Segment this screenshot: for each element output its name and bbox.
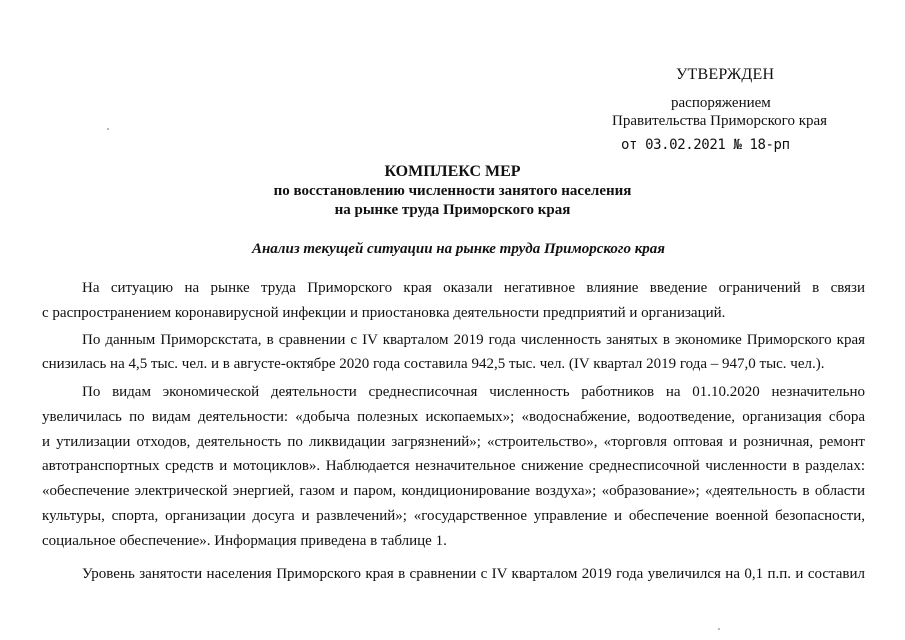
document-subtitle-line2: на рынке труда Приморского края bbox=[334, 202, 571, 218]
document-subtitle-line1: по восстановлению численности занятого населения bbox=[273, 183, 632, 199]
paragraph-line: По видам экономической деятельности среднесписочная численность работников на 01.10.2020 незначительно bbox=[82, 384, 865, 400]
paragraph-line: и утилизации отходов, деятельность по ликвидации загрязнений»; «строительство», «торговля оптовая и розничная, ремонт bbox=[42, 434, 865, 450]
scan-speck bbox=[107, 128, 109, 130]
paragraph-line: увеличилась по видам деятельности: «добыча полезных ископаемых»; «водоснабжение, водоотведение, организация сбора bbox=[42, 409, 865, 425]
scan-speck bbox=[718, 628, 720, 630]
paragraph-line: Уровень занятости населения Приморского края в сравнении с IV кварталом 2019 года увеличился на 0,1 п.п. и составил bbox=[82, 566, 865, 582]
paragraph-line: снизилась на 4,5 тыс. чел. и в августе-октябре 2020 года составила 942,5 тыс. чел. (IV квартал 2019 года – 947,0 тыс. чел.). bbox=[42, 356, 825, 372]
paragraph-line: культуры, спорта, организации досуга и развлечений»; «государственное управление и обеспечение военной безопасности, bbox=[42, 508, 865, 524]
paragraph-line: По данным Приморскстата, в сравнении с IV кварталом 2019 года численность занятых в экономике Приморского края bbox=[82, 332, 865, 348]
paragraph-line: социальное обеспечение». Информация приведена в таблице 1. bbox=[42, 533, 447, 549]
approval-date-number: от 03.02.2021 № 18-рп bbox=[621, 137, 790, 153]
paragraph-line: автотранспортных средств и мотоциклов». Наблюдается незначительное снижение среднесписочной численности в разделах: bbox=[42, 458, 865, 474]
paragraph-line: «обеспечение электрической энергией, газом и паром, кондиционирование воздуха»; «образование»; «деятельность в области bbox=[42, 483, 865, 499]
approval-line-government: Правительства Приморского края bbox=[612, 113, 828, 129]
approval-line-order: распоряжением bbox=[671, 95, 771, 111]
paragraph-line: с распространением коронавирусной инфекции и приостановка деятельности предприятий и организаций. bbox=[42, 305, 726, 321]
document-title: КОМПЛЕКС МЕР bbox=[384, 163, 521, 180]
paragraph-line: На ситуацию на рынке труда Приморского края оказали негативное влияние введение ограничений в связи bbox=[82, 280, 865, 296]
section-heading: Анализ текущей ситуации на рынке труда Приморского края bbox=[251, 241, 666, 257]
approval-stamp-title: УТВЕРЖДЕН bbox=[676, 66, 775, 83]
